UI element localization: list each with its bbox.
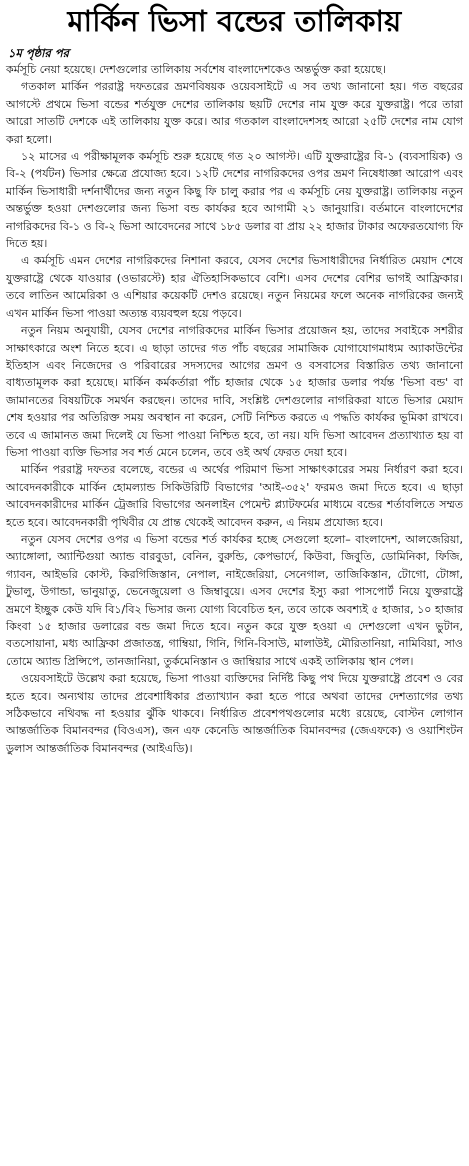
article-paragraph: ১২ মাসের এ পরীক্ষামূলক কর্মসূচি শুরু হয়েছে গত ২০ আগস্ট। এটি যুক্তরাষ্ট্রের বি-১ (ব্যবসায়িক) ও বি-২ (পর্যটন) ভিসার ক্ষেত্রে প্রযোজ্য হবে। ১২টি দেশের নাগরিকদের ওপর ভ্রমণ নিষেধাজ্ঞা আরোপ এবং মার্কিন ভিসাধারী দর্শনার্থীদের জন্য নতুন কিছু ফি চালু করার পর এ কর্মসূচি নেয় যুক্তরাষ্ট্র। তালিকায় নতুন অন্তর্ভুক্ত হওয়া দেশগুলোর জন্য ভিসা বন্ড কার্যকর হবে আগামী ২১ জানুয়ারি। বর্তমানে বাংলাদেশের নাগরিকদের বি-১ ও বি-২ ভিসা আবেদনের সাথে ১৮৫ ডলার বা প্রায় ২২ হাজার টাকার অফেরতযোগ্য ফি দিতে হয়। — [6, 150, 463, 251]
article-paragraph: কর্মসূচি নেয়া হয়েছে। দেশগুলোর তালিকায় সর্বশেষ বাংলাদেশকেও অন্তর্ভুক্ত করা হয়েছে। — [6, 63, 386, 76]
article-paragraph: নতুন নিয়ম অনুযায়ী, যেসব দেশের নাগরিকদের মার্কিন ভিসার প্রয়োজন হয়, তাদের সবাইকে সশরীর সাক্ষাৎকারে অংশ নিতে হবে। এ ছাড়া তাদের গত পাঁচ বছরের সামাজিক যোগাযোগমাধ্যম অ্যাকাউন্টের ইতিহাস এবং নিজেদের ও পরিবারের সদস্যদের আগের ভ্রমণ ও বসবাসের বিস্তারিত তথ্য জানানো বাধ্যতামূলক করা হয়েছে। মার্কিন কর্মকর্তারা পাঁচ হাজার থেকে ১৫ হাজার ডলার পর্যন্ত 'ভিসা বন্ড' বা জামানতের বিষয়টিকে সমর্থন করছেন। তাদের দাবি, সংশ্লিষ্ট দেশগুলোর নাগরিকরা যাতে ভিসার মেয়াদ শেষ হওয়ার পর অতিরিক্ত সময় অবস্থান না করেন, সেটি নিশ্চিত করতে এ পদ্ধতি কার্যকর ভূমিকা রাখবে। তবে এ জামানত জমা দিলেই যে ভিসা পাওয়া নিশ্চিত হবে, তা নয়। যদি ভিসা আবেদন প্রত্যাখ্যাত হয় বা ভিসা পাওয়া ব্যক্তি ভিসার সব শর্ত মেনে চলেন, তবে ওই অর্থ ফেরত দেয়া হবে। — [6, 324, 463, 459]
article-paragraph: নতুন যেসব দেশের ওপর এ ভিসা বন্ডের শর্ত কার্যকর হচ্ছে সেগুলো হলো– বাংলাদেশ, আলজেরিয়া, অ্যাঙ্গোলা, অ্যান্টিগুয়া অ্যান্ড বারবুডা, বেনিন, বুরুন্ডি, কেপভার্দে, কিউবা, জিবুতি, ডোমিনিকা, ফিজি, গ্যাবন, আইভরি কোস্ট, কিরগিজিস্তান, নেপাল, নাইজেরিয়া, সেনেগাল, তাজিকিস্তান, টোগো, টোঙ্গা, টুভালু, উগান্ডা, ভানুয়াতু, ভেনেজুয়েলা ও জিম্বাবুয়ে। এসব দেশের ইস্যু করা পাসপোর্ট নিয়ে যুক্তরাষ্ট্রে ভ্রমণে ইচ্ছুক কেউ যদি বি১/বি২ ভিসার জন্য যোগ্য বিবেচিত হন, তবে তাকে অবশ্যই ৫ হাজার, ১০ হাজার কিংবা ১৫ হাজার ডলারের বন্ড জমা দিতে হবে। নতুন করে যুক্ত হওয়া এ দেশগুলো এখন ভুটান, বতসোয়ানা, মধ্য আফ্রিকা প্রজাতন্ত্র, গাম্বিয়া, গিনি, গিনি-বিসাউ, মালাউই, মৌরিতানিয়া, নামিবিয়া, সাও তোমে অ্যান্ড প্রিন্সিপে, তানজানিয়া, তুর্কমেনিস্তান ও জাম্বিয়ার সাথে একই তালিকায় স্থান পেল। — [6, 532, 463, 668]
continuation-label: ১ম পৃষ্ঠার পর — [8, 46, 69, 60]
article-paragraph: ওয়েবসাইটে উল্লেখ করা হয়েছে, ভিসা পাওয়া ব্যক্তিদের নির্দিষ্ট কিছু পথ দিয়ে যুক্তরাষ্ট্রে প্রবেশ ও বের হতে হবে। অন্যথায় তাদের প্রবেশাধিকার প্রত্যাখ্যান করা হতে পারে অথবা তাদের দেশত্যাগের তথ্য সঠিকভাবে নথিবদ্ধ না হওয়ার ঝুঁকি থাকবে। নির্ধারিত প্রবেশপথগুলোর মধ্যে রয়েছে, বোস্টন লোগান আন্তর্জাতিক বিমানবন্দর (বিওএস), জন এফ কেনেডি আন্তর্জাতিক বিমানবন্দর (জেএফকে) ও ওয়াশিংটন ডুলাস আন্তর্জাতিক বিমানবন্দর (আইএডি)। — [6, 672, 463, 755]
article-paragraph: গতকাল মার্কিন পররাষ্ট্র দফতরের ভ্রমণবিষয়ক ওয়েবসাইটে এ সব তথ্য জানানো হয়। গত বছরের আগস্টে প্রথমে ভিসা বন্ডের শর্তযুক্ত দেশের তালিকায় ছয়টি দেশের নাম যুক্ত করে যুক্তরাষ্ট্র। পরে তারা আরো সাতটি দেশকে এই তালিকায় যুক্ত করে। আর গতকাল বাংলাদেশসহ আরো ২৫টি দেশের নাম যোগ করা হলো। — [6, 80, 463, 146]
article-paragraph: মার্কিন পররাষ্ট্র দফতর বলেছে, বন্ডের এ অর্থের পরিমাণ ভিসা সাক্ষাৎকারের সময় নির্ধারণ করা হবে। আবেদনকারীকে মার্কিন হোমল্যান্ড সিকিউরিটি বিভাগের 'আই-৩৫২' ফরমও জমা দিতে হবে। এ ছাড়া আবেদনকারীদের মার্কিন ট্রেজারি বিভাগের অনলাইন পেমেন্ট প্ল্যাটফর্মের মাধ্যমে বন্ডের শর্তাবলিতে সম্মত হতে হবে। আবেদনকারী পৃথিবীর যে প্রান্ত থেকেই আবেদন করুন, এ নিয়ম প্রযোজ্য হবে। — [6, 463, 463, 529]
article-paragraph: এ কর্মসূচি এমন দেশের নাগরিকদের নিশানা করবে, যেসব দেশের ভিসাধারীদের নির্ধারিত মেয়াদ শেষে যুক্তরাষ্ট্রে থেকে যাওয়ার (ওভারস্টে) হার ঐতিহাসিকভাবে বেশি। এসব দেশের বেশির ভাগই আফ্রিকার। তবে লাতিন আমেরিকা ও এশিয়ার কয়েকটি দেশও রয়েছে। নতুন নিয়মের ফলে অনেক নাগরিকের জন্যই এখন মার্কিন ভিসা পাওয়া অত্যন্ত ব্যয়বহুল হয়ে পড়বে। — [6, 254, 463, 320]
article-body — [6, 61, 463, 757]
headline: মার্কিন ভিসা বন্ডের তালিকায় — [67, 4, 402, 38]
